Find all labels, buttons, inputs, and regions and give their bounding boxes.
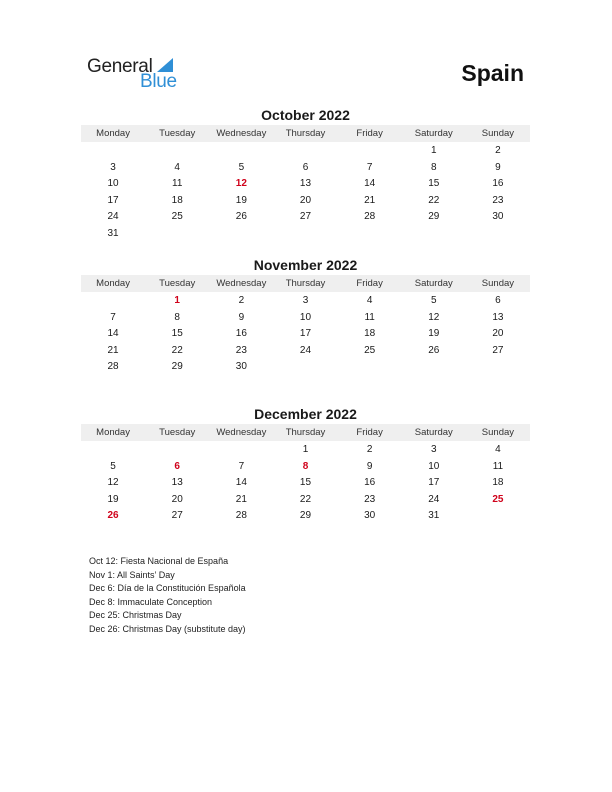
weekday-label: Saturday bbox=[414, 427, 453, 438]
day-cell: 19 bbox=[428, 328, 440, 340]
day-cell: 30 bbox=[492, 211, 504, 223]
country-title: Spain bbox=[461, 60, 524, 86]
weekday-label: Thursday bbox=[285, 427, 326, 438]
logo-text-general: General bbox=[87, 56, 153, 77]
weekday-header bbox=[81, 424, 530, 441]
day-cell: 19 bbox=[107, 493, 119, 505]
day-cell: 7 bbox=[110, 311, 116, 323]
day-cell: 20 bbox=[299, 194, 312, 206]
day-cell: 6 bbox=[495, 295, 501, 306]
day-cell bbox=[338, 143, 402, 160]
weekday-label: Saturday bbox=[414, 278, 453, 289]
day-cell: 9 bbox=[238, 311, 245, 323]
weekday-label: Monday bbox=[96, 128, 130, 139]
weekday-label: Friday bbox=[356, 427, 383, 438]
holiday-day-cell: 8 bbox=[302, 460, 309, 472]
day-cell: 21 bbox=[235, 493, 247, 505]
day-grid bbox=[81, 142, 530, 243]
day-cell: 16 bbox=[364, 477, 376, 489]
weekday-label: Sunday bbox=[481, 427, 515, 438]
day-cell: 7 bbox=[366, 161, 373, 173]
day-cell: 13 bbox=[171, 477, 183, 489]
day-cell: 9 bbox=[366, 460, 373, 472]
calendar-november bbox=[81, 256, 530, 376]
day-cell: 4 bbox=[495, 444, 501, 455]
day-cell: 15 bbox=[171, 328, 183, 340]
day-cell: 13 bbox=[492, 311, 504, 323]
day-cell: 23 bbox=[364, 493, 376, 505]
day-cell bbox=[209, 143, 273, 160]
day-cell: 30 bbox=[364, 510, 376, 522]
day-cell: 16 bbox=[492, 178, 504, 190]
day-cell: 18 bbox=[492, 477, 504, 489]
weekday-label: Monday bbox=[96, 278, 130, 289]
holiday-note: Dec 25: Christmas Day bbox=[89, 610, 182, 621]
day-cell: 12 bbox=[107, 477, 119, 489]
weekday-label: Thursday bbox=[285, 278, 326, 289]
weekday-label: Saturday bbox=[414, 128, 453, 139]
day-cell: 5 bbox=[238, 161, 245, 173]
day-cell: 5 bbox=[430, 295, 437, 306]
day-cell: 31 bbox=[428, 510, 440, 522]
day-cell: 10 bbox=[299, 311, 312, 323]
weekday-header bbox=[81, 275, 530, 292]
day-cell: 27 bbox=[299, 211, 312, 223]
day-cell: 22 bbox=[299, 493, 312, 505]
day-cell: 17 bbox=[107, 194, 119, 206]
day-cell: 11 bbox=[492, 460, 504, 472]
weekday-header bbox=[81, 125, 530, 142]
day-cell: 28 bbox=[107, 361, 119, 373]
day-cell: 20 bbox=[171, 493, 183, 505]
day-cell: 17 bbox=[299, 328, 312, 340]
holiday-note: Dec 6: Día de la Constitución Española bbox=[89, 583, 246, 594]
day-cell: 4 bbox=[174, 161, 180, 173]
weekday-label: Sunday bbox=[481, 128, 515, 139]
weekday-label: Tuesday bbox=[159, 278, 196, 289]
holiday-day-cell: 6 bbox=[174, 460, 180, 472]
day-cell: 2 bbox=[495, 145, 501, 156]
day-cell: 22 bbox=[428, 194, 440, 206]
day-cell bbox=[81, 143, 145, 160]
day-cell: 12 bbox=[428, 311, 440, 323]
day-cell: 3 bbox=[430, 444, 437, 455]
day-cell bbox=[145, 442, 209, 459]
month-title: November 2022 bbox=[253, 257, 358, 273]
day-grid bbox=[81, 292, 530, 376]
holiday-day-cell: 1 bbox=[174, 295, 180, 306]
day-cell: 29 bbox=[171, 361, 183, 373]
holiday-list bbox=[89, 555, 246, 637]
day-cell: 15 bbox=[299, 477, 312, 489]
day-cell: 7 bbox=[238, 460, 245, 472]
weekday-label: Tuesday bbox=[159, 128, 196, 139]
day-cell: 28 bbox=[235, 510, 247, 522]
day-cell: 31 bbox=[107, 227, 119, 239]
holiday-day-cell: 25 bbox=[492, 493, 504, 505]
day-cell: 30 bbox=[235, 361, 247, 373]
day-cell: 23 bbox=[235, 344, 247, 356]
day-cell: 10 bbox=[428, 460, 440, 472]
day-cell: 14 bbox=[107, 328, 119, 340]
day-cell: 15 bbox=[428, 178, 440, 190]
day-cell: 11 bbox=[364, 311, 375, 323]
day-cell: 14 bbox=[235, 477, 247, 489]
holiday-note: Oct 12: Fiesta Nacional de España bbox=[89, 556, 229, 566]
day-cell: 24 bbox=[428, 493, 440, 505]
calendar-october bbox=[81, 106, 530, 243]
day-cell: 22 bbox=[171, 344, 183, 356]
day-cell: 4 bbox=[366, 295, 373, 306]
day-cell: 25 bbox=[364, 344, 376, 356]
day-cell: 28 bbox=[364, 211, 376, 223]
day-cell: 29 bbox=[428, 211, 440, 223]
day-cell: 21 bbox=[107, 344, 119, 356]
day-cell: 11 bbox=[172, 178, 183, 190]
holiday-day-cell: 12 bbox=[235, 178, 247, 190]
month-title: December 2022 bbox=[254, 406, 357, 422]
day-cell: 16 bbox=[235, 328, 247, 340]
month-title: October 2022 bbox=[261, 107, 350, 123]
day-cell: 27 bbox=[171, 510, 183, 522]
day-cell: 24 bbox=[299, 344, 312, 356]
weekday-label: Thursday bbox=[285, 128, 326, 139]
day-cell: 9 bbox=[495, 161, 501, 173]
day-cell bbox=[145, 143, 209, 160]
day-cell: 1 bbox=[302, 444, 309, 455]
day-grid bbox=[81, 441, 530, 525]
day-cell: 18 bbox=[171, 194, 183, 206]
holiday-note: Dec 26: Christmas Day (substitute day) bbox=[89, 623, 246, 634]
day-cell: 21 bbox=[364, 194, 376, 206]
day-cell: 24 bbox=[107, 211, 119, 223]
day-cell: 23 bbox=[492, 194, 504, 206]
day-cell bbox=[81, 442, 145, 459]
day-cell: 18 bbox=[364, 328, 376, 340]
weekday-label: Tuesday bbox=[159, 427, 196, 438]
weekday-label: Friday bbox=[356, 278, 383, 289]
holiday-note: Dec 8: Immaculate Conception bbox=[89, 596, 213, 607]
day-cell bbox=[81, 293, 145, 310]
day-cell: 5 bbox=[110, 460, 116, 472]
weekday-label: Sunday bbox=[481, 278, 515, 289]
day-cell: 29 bbox=[299, 510, 312, 522]
day-cell: 6 bbox=[302, 161, 309, 173]
day-cell: 10 bbox=[107, 178, 119, 190]
day-cell: 19 bbox=[235, 194, 247, 206]
day-cell: 27 bbox=[492, 344, 504, 356]
day-cell: 3 bbox=[110, 161, 116, 173]
weekday-label: Wednesday bbox=[216, 427, 267, 438]
weekday-label: Friday bbox=[356, 128, 383, 139]
day-cell: 17 bbox=[428, 477, 440, 489]
day-cell bbox=[209, 442, 273, 459]
holiday-day-cell: 26 bbox=[107, 510, 119, 522]
weekday-label: Wednesday bbox=[216, 128, 267, 139]
day-cell: 2 bbox=[238, 295, 245, 306]
day-cell: 1 bbox=[430, 145, 437, 156]
day-cell: 26 bbox=[428, 344, 440, 356]
day-cell: 8 bbox=[430, 161, 437, 173]
weekday-label: Monday bbox=[96, 427, 130, 438]
holiday-note: Nov 1: All Saints’ Day bbox=[89, 569, 175, 580]
day-cell: 8 bbox=[174, 311, 180, 323]
generalblue-logo bbox=[87, 56, 187, 92]
day-cell: 3 bbox=[302, 295, 309, 306]
day-cell: 20 bbox=[492, 328, 504, 340]
logo-triangle-icon bbox=[157, 58, 173, 72]
day-cell bbox=[273, 143, 337, 160]
logo-text-blue: Blue bbox=[140, 71, 177, 92]
day-cell: 13 bbox=[299, 178, 312, 190]
day-cell: 25 bbox=[171, 211, 183, 223]
day-cell: 26 bbox=[235, 211, 247, 223]
day-cell: 2 bbox=[366, 444, 373, 455]
calendar-december bbox=[81, 405, 530, 525]
day-cell: 14 bbox=[364, 178, 376, 190]
weekday-label: Wednesday bbox=[216, 278, 267, 289]
